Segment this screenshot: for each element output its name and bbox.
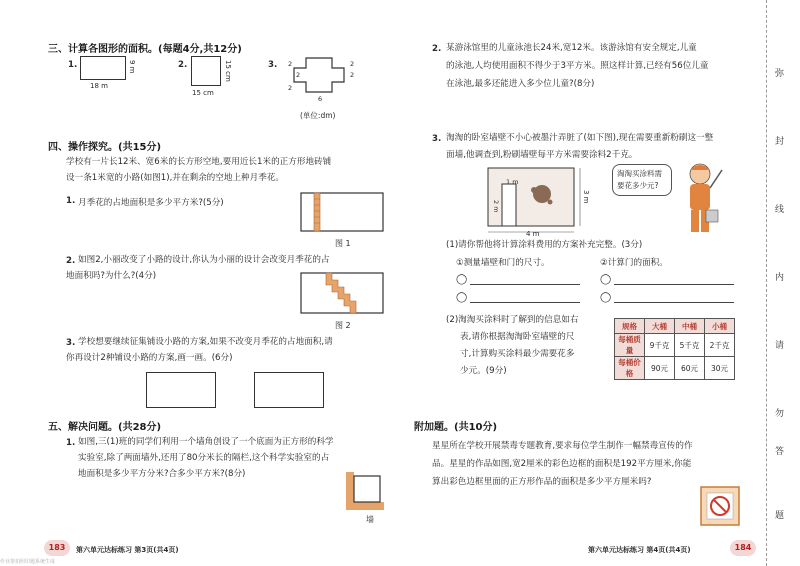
section-3-heading: 三、计算各图形的面积。(每题4分,共12分) (48, 44, 242, 55)
margin-char: 答 (775, 447, 785, 457)
dim-label: 2 m (492, 200, 500, 213)
dim-label: 15 cm (192, 89, 214, 97)
table-header: 规格 (615, 319, 645, 334)
q-number: 1. (68, 60, 78, 70)
question-text: 某游泳馆里的儿童泳池长24米,宽12米。该游泳馆有安全规定,儿童 (446, 43, 697, 53)
dim-label: 9 m (128, 60, 136, 74)
paint-price-table (614, 318, 735, 380)
question-text: 实验室,除了两面墙外,还用了80分米长的隔栏,这个科学实验室的占 (78, 453, 330, 463)
table-cell: 5千克 (675, 334, 705, 357)
blank-circle: ◯ (600, 292, 612, 303)
blank-line (614, 302, 734, 303)
paragraph: 学校有一片长12米、宽6米的长方形空地,要用近长1米的正方形地砖铺 (66, 157, 332, 167)
dim-label: 1 m (506, 178, 519, 186)
table-header: 中桶 (675, 319, 705, 334)
question-text: 如图,三(1)班的同学们利用一个墙角创设了一个底面为正方形的科学 (78, 437, 334, 447)
question-text: 的泳池,人均使用面积不得少于3平方米。照这样计算,已经有56位儿童 (446, 61, 709, 71)
q-number: 2. (178, 60, 188, 70)
dim-label: 4 m (526, 230, 540, 238)
table-row (615, 334, 735, 357)
dim-label: 2 (296, 71, 301, 79)
blank-circle: ◯ (600, 274, 612, 285)
sub-question: 表,请你根据淘淘卧室墙壁的尺 (460, 332, 575, 342)
question-text: 淘淘的卧室墙壁不小心被墨汁弄脏了(如下图),现在需要重新粉刷这一整 (446, 133, 714, 143)
table-cell: 每桶质量 (615, 334, 645, 357)
figure-1 (300, 192, 386, 234)
blank-circle: ◯ (456, 274, 468, 285)
question-text: 月季花的占地面积是多少平方米?(5分) (78, 198, 224, 208)
dim-label: 2 (288, 60, 293, 68)
wall-corner-figure (344, 470, 388, 514)
margin-char: 题 (775, 511, 785, 521)
table-row (615, 357, 735, 380)
figure-caption: 图 1 (335, 239, 351, 248)
painter-illustration (676, 160, 726, 238)
table-cell: 90元 (645, 357, 675, 380)
question-text: 地面积吗?为什么?(4分) (66, 271, 157, 281)
table-cell: 9千克 (645, 334, 675, 357)
margin-char: 内 (775, 273, 785, 283)
blank-circle: ◯ (456, 292, 468, 303)
blank-line (614, 284, 734, 285)
margin-char: 请 (775, 341, 785, 351)
question-text: 面墙,他调查到,粉刷墙壁每平方米需要涂料2千克。 (446, 150, 638, 160)
q-number: 1. (66, 438, 76, 448)
q-number: 2. (432, 44, 442, 54)
section-5-heading: 五、解决问题。(共28分) (48, 422, 162, 433)
bonus-heading: 附加题。(共10分) (414, 422, 498, 433)
square-figure (191, 56, 221, 86)
page-number: 183 (44, 540, 70, 556)
anti-drug-artwork (700, 486, 740, 526)
q-number: 2. (66, 256, 76, 266)
figure-2 (300, 272, 386, 316)
paragraph: 品。星星的作品如图,宽2厘米的彩色边框的面积是192平方厘米,你能 (432, 459, 692, 469)
dim-label: 6 (318, 95, 323, 103)
blank-line (470, 284, 580, 285)
question-text: 你再设计2种铺设小路的方案,画一画。(6分) (66, 353, 233, 363)
dim-label: 2 (350, 71, 355, 79)
dim-label: 3 m (582, 190, 590, 204)
sub-question: 寸,计算购买涂料最少需要花多 (460, 349, 575, 359)
table-cell: 30元 (705, 357, 735, 380)
question-text: 地面积是多少平方分米?合多少平方米?(8分) (78, 469, 246, 479)
margin-char: 弥 (775, 69, 785, 79)
figure-caption: 图 2 (335, 321, 351, 330)
watermark: 作业帮拍照印题系统生成 (0, 559, 56, 565)
paragraph: 算出彩色边框里面的正方形作品的面积是多少平方厘米吗? (432, 477, 652, 487)
dim-label: 18 m (90, 82, 108, 90)
table-cell: 60元 (675, 357, 705, 380)
solution-step: ②计算门的面积。 (600, 258, 668, 268)
sub-question: (2)淘淘买涂料时了解到的信息如右 (446, 315, 579, 325)
q-number: 3. (66, 338, 76, 348)
dim-label: 2 (288, 84, 293, 92)
table-header: 小桶 (705, 319, 735, 334)
answer-box (254, 372, 324, 408)
dim-label: 15 cm (224, 60, 232, 82)
margin-char: 勿 (775, 409, 785, 419)
table-cell: 每桶价格 (615, 357, 645, 380)
q-number: 3. (268, 60, 278, 70)
question-text: 如图2,小丽改变了小路的设计,你认为小丽的设计会改变月季花的占 (78, 255, 330, 265)
page-footer: 第六单元达标练习 第4页(共4页) (588, 546, 691, 554)
q-number: 3. (432, 134, 442, 144)
solution-step: ①测量墙壁和门的尺寸。 (456, 258, 550, 268)
question-text: 学校想要继续征集铺设小路的方案,如果不改变月季花的占地面积,请 (78, 337, 333, 347)
page-footer: 第六单元达标练习 第3页(共4页) (76, 546, 179, 554)
table-cell: 2千克 (705, 334, 735, 357)
table-row (615, 319, 735, 334)
question-text: 在泳池,最多还能进入多少位儿童?(8分) (446, 79, 595, 89)
page-number: 184 (730, 540, 756, 556)
dim-label: 2 (350, 60, 355, 68)
margin-char: 线 (775, 205, 785, 215)
wall-label: 墙 (366, 515, 374, 524)
paragraph: 设一条1米宽的小路(如图1),并在剩余的空地上种月季花。 (66, 173, 285, 183)
section-4-heading: 四、操作探究。(共15分) (48, 142, 162, 153)
blank-line (470, 302, 580, 303)
table-header: 大桶 (645, 319, 675, 334)
binding-margin (766, 0, 800, 566)
sub-question: 少元。(9分) (460, 366, 507, 376)
speech-bubble: 淘淘买涂料需要花多少元? (612, 164, 672, 196)
margin-char: 封 (775, 137, 785, 147)
rectangle-figure (80, 56, 126, 80)
q-number: 1. (66, 196, 76, 206)
answer-box (146, 372, 216, 408)
paragraph: 星星所在学校开展禁毒专题教育,要求每位学生制作一幅禁毒宣传的作 (432, 441, 693, 451)
sub-question: (1)请你帮他将计算涂料费用的方案补充完整。(3分) (446, 240, 643, 250)
unit-label: (单位:dm) (300, 111, 336, 120)
